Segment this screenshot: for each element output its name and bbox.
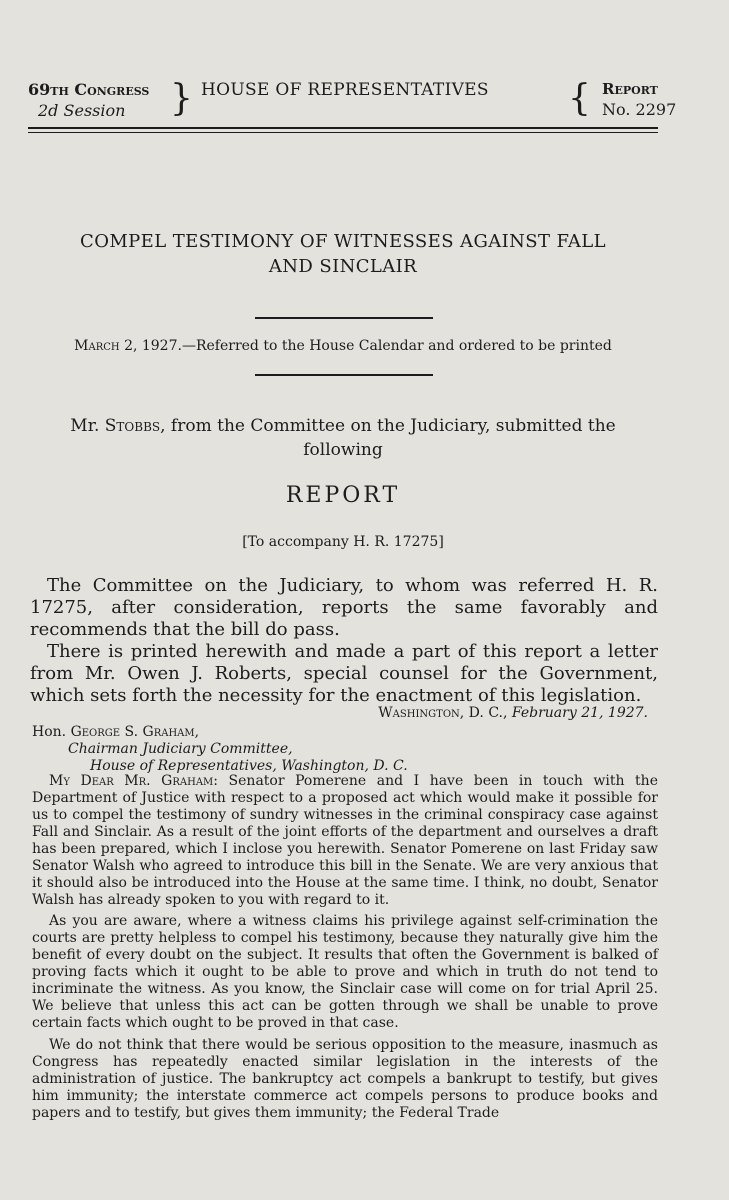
submitter-prefix: Mr. [70,416,105,436]
submitter-rest: , from the Committee on the Judiciary, submitted the [160,416,616,436]
report-number: No. 2297 [602,100,677,119]
report-title: REPORT [285,483,401,508]
report-label: Report [602,80,658,98]
letter-text-3: We do not think that there would be serious opposition to the measure, inasmuch as Congress has repeatedly enacted similar legislation in the interests of the administration of justice. The bankruptcy act compels a bankrupt to testify, but gives him immunity; the interstate commerce act compels persons to produce books and papers and to testify, but gives them immunity; the Federal Trade [32,1037,658,1121]
letter-paragraph-2 [32,913,658,1032]
addressee-title: Chairman Judiciary Committee, [68,741,293,757]
addressee-prefix: Hon. [32,724,71,740]
calendar-text: .—Referred to the House Calendar and ordered to be printed [177,338,612,354]
letter-paragraph-1 [32,773,658,909]
letter-salutation: My Dear Mr. Graham: [49,773,218,789]
calendar-note [28,338,658,354]
chamber-name: HOUSE OF REPRESENTATIVES [201,80,489,100]
letter-text-1: Senator Pomerene and I have been in touch with the Department of Justice with respect to a proposed act which would make it possible for us to compel the testimony of sundry witnesses in the criminal conspiracy case against Fall and Sinclair. As a result of the joint efforts of the department and ourselves a draft has been prepared, which I inclose you herewith. Senator Pomerene on last Friday saw Senator Walsh who agreed to introduce this bill in the Senate. We are very anxious that it should also be introduced into the House at the same time. I think, no doubt, Senator Walsh has already spoken to you with regard to it. [32,773,658,908]
report-header [28,78,677,124]
calendar-date: March 2, 1927 [74,338,178,354]
heading-line-2: AND SINCLAIR [268,256,418,277]
divider-rule-bottom [255,374,433,376]
accompany-note: [To accompany H. R. 17275] [242,534,444,550]
submitter-line-2: following [303,440,383,460]
heading-line-1: COMPEL TESTIMONY OF WITNESSES AGAINST FALL [80,231,606,252]
divider-rule-top [255,317,433,319]
body-paragraph-1: The Committee on the Judiciary, to whom was referred H. R. 17275, after consideration, reports the same favorably and recommends that the bill do pass. [30,575,658,640]
committee-paragraph [30,575,658,641]
letter-place: Washington, D. C., [378,705,508,721]
brace-right: { [568,78,591,119]
letter-date [28,705,648,721]
session-label: 2d Session [38,101,126,120]
congress-session [28,80,178,120]
herewith-paragraph [30,641,658,707]
brace-left: } [170,78,193,119]
submitted-by [28,414,658,462]
addressee-block [32,724,408,775]
addressee-name: George S. Graham, [70,724,200,740]
letter-date-value: February 21, 1927. [511,705,648,721]
report-number-block [602,80,686,119]
letter-text-2: As you are aware, where a witness claims his privilege against self-crimination the courts are pretty helpless to compel his testimony, because they naturally give him the benefit of every doubt on the subject. It results that often the Government is balked of proving facts which it ought to be able to prove and which in truth do not tend to incriminate the witness. As you know, the Sinclair case will come on for trial April 25. We believe that unless this act can be gotten through we shall be unable to prove certain facts which ought to be proved in that case. [32,913,658,1031]
header-rule [28,127,658,133]
submitter-name: Stobbs [104,416,161,436]
body-paragraph-2: There is printed herewith and made a part of this report a letter from Mr. Owen J. Roberts, special counsel for the Government, which sets forth the necessity for the enactment of this legislation. [30,641,658,706]
letter-paragraph-3 [32,1037,658,1122]
addressee-address: House of Representatives, Washington, D. C. [90,758,408,774]
report-heading [28,229,658,279]
congress-label: 69th Congress [28,80,150,99]
